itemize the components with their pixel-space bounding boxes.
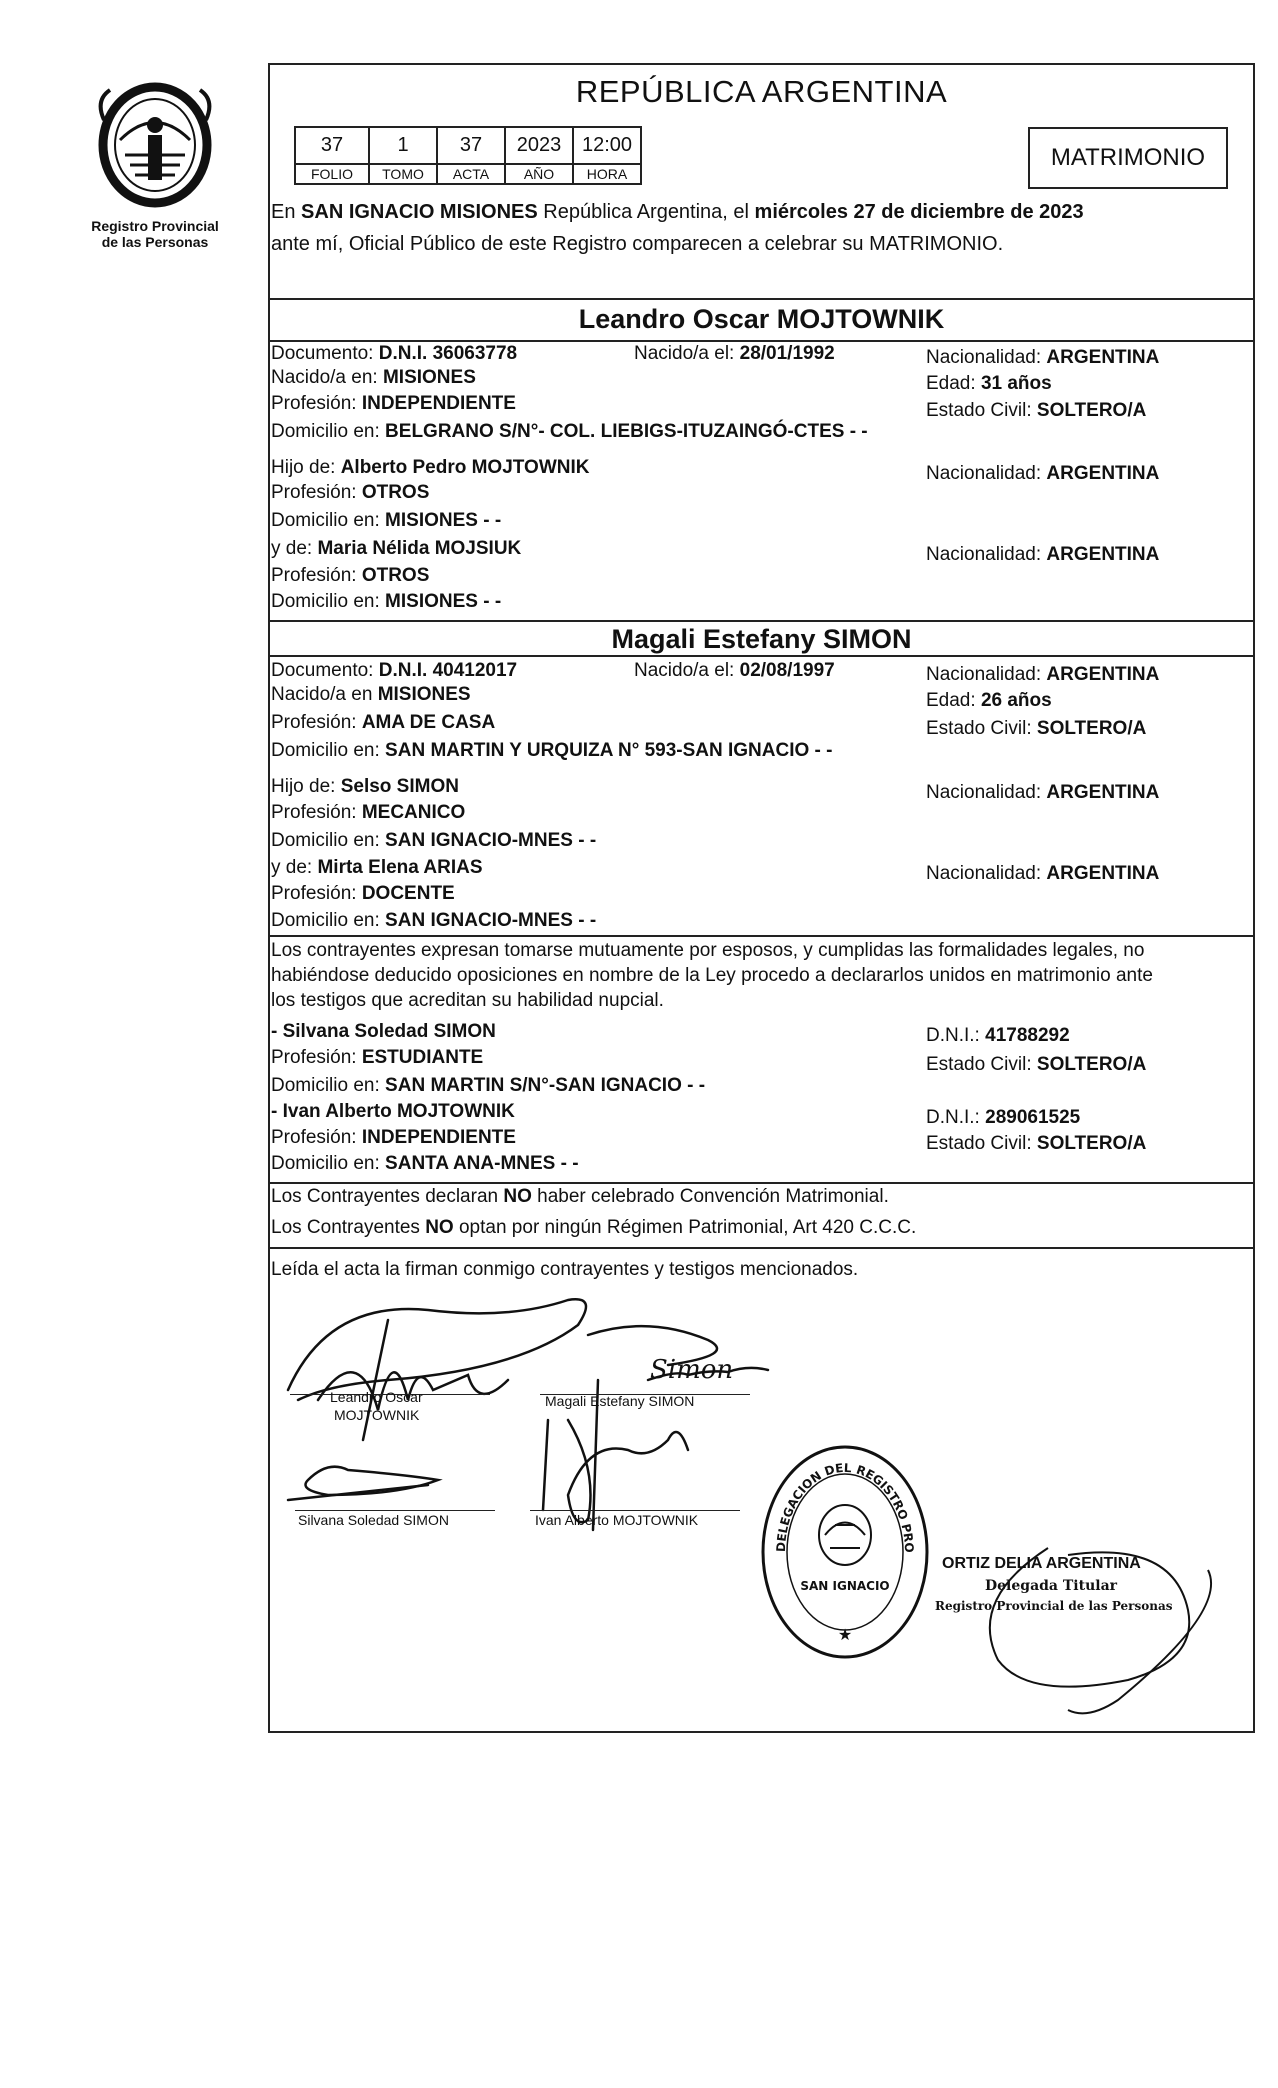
acta-label: ACTA <box>437 164 505 184</box>
divider-after-groom <box>268 620 1255 622</box>
groom-nationality: Nacionalidad: ARGENTINA <box>926 347 1160 368</box>
province-shield-icon <box>90 80 220 215</box>
closing-statement: Leída el acta la firman conmigo contrayentes y testigos mencionados. <box>271 1259 859 1280</box>
groom-mother-nationality: Nacionalidad: ARGENTINA <box>926 544 1160 565</box>
witness-2-profession: Profesión: INDEPENDIENTE <box>271 1127 516 1148</box>
bride-address: Domicilio en: SAN MARTIN Y URQUIZA N° 593-SAN IGNACIO - - <box>271 740 833 761</box>
bride-birth-place: Nacido/a en MISIONES <box>271 684 471 705</box>
witness-1-dni: D.N.I.: 41788292 <box>926 1025 1070 1046</box>
groom-document: Documento: D.N.I. 36063778 <box>271 343 518 364</box>
time-label: HORA <box>573 164 641 184</box>
officer-title: Delegada Titular <box>985 1578 1118 1594</box>
groom-father-address: Domicilio en: MISIONES - - <box>271 510 502 531</box>
divider-after-witnesses <box>268 1182 1255 1184</box>
groom-signature-name-2: MOJTOWNIK <box>334 1407 420 1423</box>
convention-line-2: Los Contrayentes NO optan por ningún Régimen Patrimonial, Art 420 C.C.C. <box>271 1217 917 1238</box>
svg-text:★: ★ <box>837 1625 853 1644</box>
witness-1-civil-status: Estado Civil: SOLTERO/A <box>926 1054 1147 1075</box>
witness-2-dni: D.N.I.: 289061525 <box>926 1107 1081 1128</box>
time-value: 12:00 <box>573 127 641 164</box>
witness-2-civil-status: Estado Civil: SOLTERO/A <box>926 1133 1147 1154</box>
tomo-value: 1 <box>369 127 437 164</box>
bride-mother: y de: Mirta Elena ARIAS <box>271 857 483 878</box>
svg-text:DELEGACION DEL REGISTRO PROVIN: DELEGACION DEL REGISTRO PRO <box>773 1460 917 1553</box>
groom-civil-status: Estado Civil: SOLTERO/A <box>926 400 1147 421</box>
officer-organization: Registro Provincial de las Personas <box>935 1599 1173 1613</box>
groom-age: Edad: 31 años <box>926 373 1052 394</box>
divider-after-intro <box>268 298 1255 300</box>
year-label: AÑO <box>505 164 573 184</box>
groom-father-nationality: Nacionalidad: ARGENTINA <box>926 463 1160 484</box>
bride-birth-date: Nacido/a el: 02/08/1997 <box>634 660 835 681</box>
intro-prefix: En <box>271 201 302 223</box>
witness-2-signature-name: Ivan Alberto MOJTOWNIK <box>535 1512 699 1528</box>
intro-country: República Argentina, el <box>537 201 755 223</box>
bride-handwritten-signature: Simon <box>650 1355 734 1385</box>
groom-father-profession: Profesión: OTROS <box>271 482 430 503</box>
intro-place: SAN IGNACIO MISIONES <box>301 201 538 223</box>
bride-father-address: Domicilio en: SAN IGNACIO-MNES - - <box>271 830 597 851</box>
witness-1-name: - Silvana Soledad SIMON <box>271 1021 496 1042</box>
bride-father-nationality: Nacionalidad: ARGENTINA <box>926 782 1160 803</box>
bride-mother-profession: Profesión: DOCENTE <box>271 883 455 904</box>
bride-father-profession: Profesión: MECANICO <box>271 802 466 823</box>
act-type-box: MATRIMONIO <box>1028 127 1228 189</box>
groom-signature-name-1: Leandro Oscar <box>330 1389 423 1405</box>
bride-age: Edad: 26 años <box>926 690 1052 711</box>
bride-name: Magali Estefany SIMON <box>611 624 912 654</box>
groom-father: Hijo de: Alberto Pedro MOJTOWNIK <box>271 457 590 478</box>
divider-after-bride <box>268 935 1255 937</box>
witness-2-name: - Ivan Alberto MOJTOWNIK <box>271 1101 515 1122</box>
declaration-line-2: habiéndose deducido oposiciones en nombre de la Ley procedo a declararlos unidos en matrimonio ante <box>271 965 1153 986</box>
groom-profession: Profesión: INDEPENDIENTE <box>271 393 516 414</box>
registry-logo <box>90 80 220 215</box>
intro-date: miércoles 27 de diciembre de 2023 <box>754 201 1084 223</box>
svg-text:SAN IGNACIO: SAN IGNACIO <box>800 1579 890 1593</box>
intro-line-1 <box>271 200 1084 224</box>
bride-signature-name: Magali Estefany SIMON <box>545 1393 695 1409</box>
divider-after-conventions <box>268 1247 1255 1249</box>
bride-father: Hijo de: Selso SIMON <box>271 776 459 797</box>
bride-civil-status: Estado Civil: SOLTERO/A <box>926 718 1147 739</box>
witness-1-signature-name: Silvana Soledad SIMON <box>298 1512 449 1528</box>
declaration-line-3: los testigos que acreditan su habilidad nupcial. <box>271 990 664 1011</box>
groom-mother-address: Domicilio en: MISIONES - - <box>271 591 502 612</box>
document-title: REPÚBLICA ARGENTINA <box>575 74 948 109</box>
logo-caption-line2: de las Personas <box>101 234 209 250</box>
groom-address: Domicilio en: BELGRANO S/N°- COL. LIEBIGS-ITUZAINGÓ-CTES - - <box>271 421 868 442</box>
folio-label: FOLIO <box>295 164 369 184</box>
groom-birth-date: Nacido/a el: 28/01/1992 <box>634 343 835 364</box>
seal-stamp-icon <box>755 1440 935 1665</box>
year-value: 2023 <box>505 127 573 164</box>
registry-data-table <box>294 126 642 185</box>
declaration-line-1: Los contrayentes expresan tomarse mutuamente por esposos, y cumplidas las formalidades legales, no <box>271 940 1145 961</box>
bride-nationality: Nacionalidad: ARGENTINA <box>926 664 1160 685</box>
witness-2-signature-line <box>530 1510 740 1511</box>
divider-groom-header <box>268 340 1255 342</box>
officer-name: ORTIZ DELIA ARGENTINA <box>942 1555 1141 1572</box>
witness-1-address: Domicilio en: SAN MARTIN S/N°-SAN IGNACIO - - <box>271 1075 706 1096</box>
acta-value: 37 <box>437 127 505 164</box>
bride-mother-nationality: Nacionalidad: ARGENTINA <box>926 863 1160 884</box>
groom-name: Leandro Oscar MOJTOWNIK <box>578 304 945 334</box>
witness-1-signature-line <box>295 1510 495 1511</box>
convention-line-1: Los Contrayentes declaran NO haber celebrado Convención Matrimonial. <box>271 1186 889 1207</box>
witness-1-profession: Profesión: ESTUDIANTE <box>271 1047 484 1068</box>
bride-profession: Profesión: AMA DE CASA <box>271 712 496 733</box>
groom-mother-profession: Profesión: OTROS <box>271 565 430 586</box>
tomo-label: TOMO <box>369 164 437 184</box>
official-seal <box>755 1440 935 1665</box>
bride-document: Documento: D.N.I. 40412017 <box>271 660 518 681</box>
logo-caption-line1: Registro Provincial <box>91 218 219 234</box>
intro-line-2: ante mí, Oficial Público de este Registro comparecen a celebrar su MATRIMONIO. <box>271 233 1004 255</box>
folio-value: 37 <box>295 127 369 164</box>
divider-bride-header <box>268 655 1255 657</box>
bride-mother-address: Domicilio en: SAN IGNACIO-MNES - - <box>271 910 597 931</box>
groom-mother: y de: Maria Nélida MOJSIUK <box>271 538 522 559</box>
groom-birth-place: Nacido/a en: MISIONES <box>271 367 476 388</box>
witness-2-address: Domicilio en: SANTA ANA-MNES - - <box>271 1153 579 1174</box>
